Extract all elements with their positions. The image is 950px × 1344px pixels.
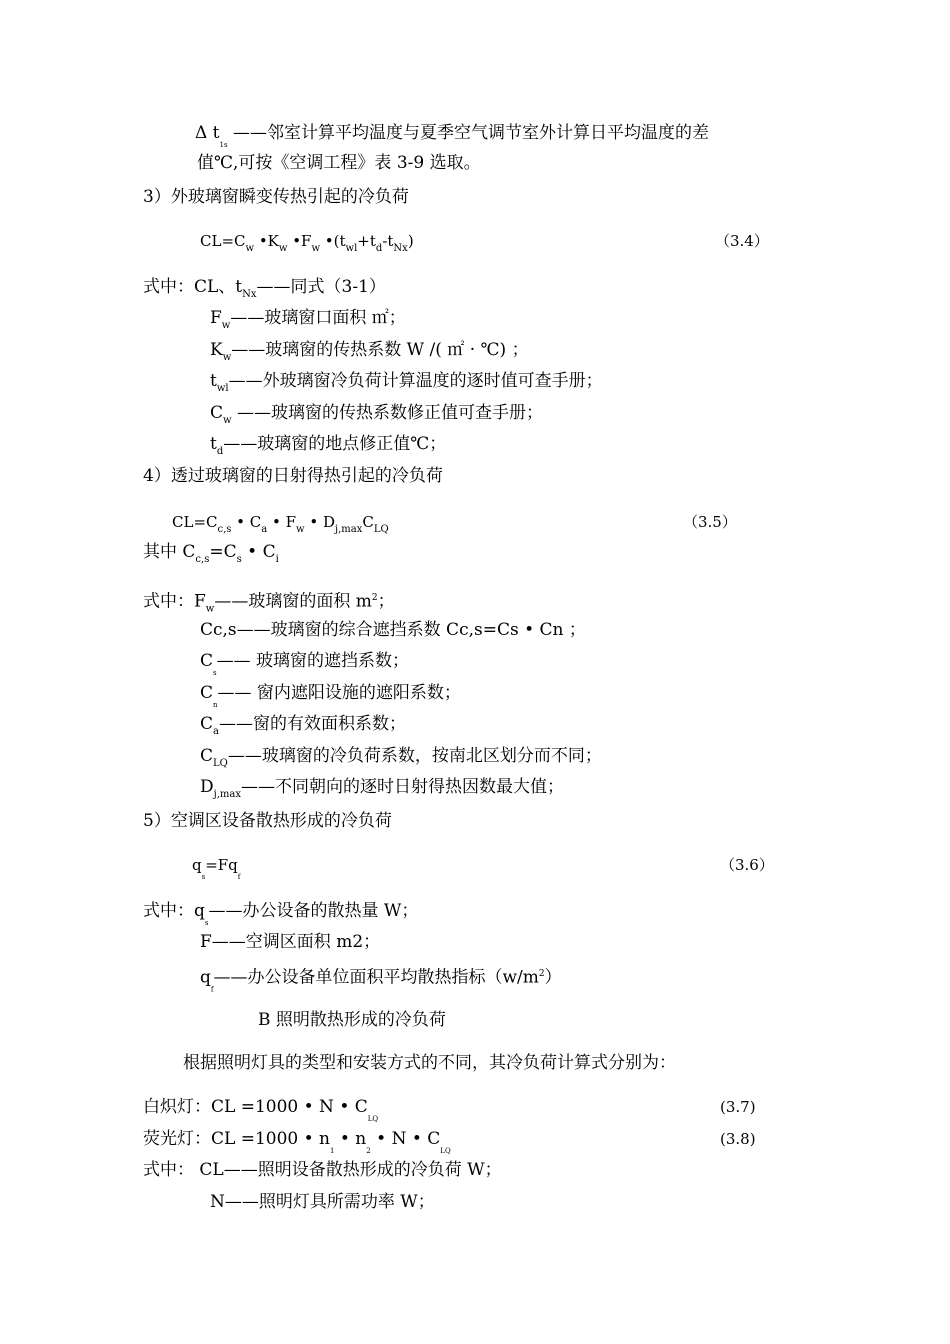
- def-n-power: N——照明灯具所需功率 W；: [210, 1192, 435, 1212]
- formula-3-8: 荧光灯：CL =1000 • $n_1$ • $n_2$ • N • $C_{LQ}$: [143, 1129, 451, 1155]
- where-clause-2: 式中：$F_w——$玻璃窗的面积 $m^2$；: [143, 591, 395, 615]
- def-fw: $F_w——$玻璃窗口面积 ㎡；: [210, 308, 406, 331]
- section-b-heading: B 照明散热形成的冷负荷: [258, 1010, 446, 1030]
- equation-number-3-7: (3.7): [720, 1098, 756, 1116]
- section-3-heading: 3）外玻璃窗瞬变传热引起的冷负荷: [143, 187, 409, 207]
- def-twl: $t_{wl}——$外玻璃窗冷负荷计算温度的逐时值可查手册；: [210, 371, 603, 394]
- where-clause-1: 式中：CL、$t_{Nx}——$同式（3-1）: [143, 277, 386, 300]
- def-clq: $C_{LQ}——$玻璃窗的冷负荷系数，按南北区划分而不同；: [200, 746, 602, 769]
- delta-t-definition-line1: Δ $t_{1s}$ ——邻室计算平均温度与夏季空气调节室外计算日平均温度的差: [195, 123, 709, 149]
- def-qf: $q_f——$办公设备单位面积平均散热指标$(w/m^2)$: [200, 967, 562, 994]
- def-f-area: F——空调区面积 m2；: [200, 932, 381, 952]
- def-ccs: Cc,s——玻璃窗的综合遮挡系数 Cc,s=Cs • Cn ；: [200, 620, 586, 640]
- where-clause-4: 式中： CL——照明设备散热形成的冷负荷 W；: [143, 1160, 502, 1180]
- def-cn: $C_n——$ 窗内遮阳设施的遮阳系数；: [200, 683, 461, 709]
- def-cs: $C_s——$ 玻璃窗的遮挡系数；: [200, 651, 410, 677]
- where-clause-3: 式中：$q_s——$办公设备的散热量 W；: [143, 901, 419, 927]
- lighting-paragraph: 根据照明灯具的类型和安装方式的不同，其冷负荷计算式分别为：: [183, 1053, 676, 1073]
- def-ca: $C_a——$窗的有效面积系数；: [200, 714, 406, 737]
- formula-3-6: $q_s=Fq_f$: [192, 856, 241, 881]
- delta-t-definition-line2: 值℃,可按《空调工程》表 3-9 选取。: [197, 153, 481, 173]
- def-td: $t_d——$玻璃窗的地点修正值℃；: [210, 434, 447, 457]
- equation-number-3-6: （3.6）: [720, 856, 774, 874]
- def-cw: $C_w$ ——玻璃窗的传热系数修正值可查手册；: [210, 403, 543, 426]
- section-5-heading: 5）空调区设备散热形成的冷负荷: [143, 811, 392, 831]
- def-djmax: $D_{j,max}——$不同朝向的逐时日射得热因数最大值；: [200, 777, 565, 800]
- def-kw: $K_w——$玻璃窗的传热系数 W /( ㎡ · ℃) ；: [210, 340, 529, 363]
- formula-3-7: 白炽灯：CL =1000 • N • $C_{LQ}$: [143, 1097, 379, 1123]
- cc-s-definition: 其中 $C_{c,s}=C_s$ • $C_i$: [143, 542, 279, 565]
- equation-number-3-4: （3.4）: [715, 232, 769, 250]
- formula-3-5: $CL=C_{c,s}$ • $C_a$ • $F_w$ • $D_{j,max}C_{LQ}$: [172, 513, 389, 535]
- formula-3-4: $CL=C_w$ $•K_w$ $•F_w$ $•(t_{wl}+t_d-t_{Nx})$: [200, 232, 414, 254]
- section-4-heading: 4）透过玻璃窗的日射得热引起的冷负荷: [143, 466, 443, 486]
- equation-number-3-5: （3.5）: [683, 513, 737, 531]
- equation-number-3-8: (3.8): [720, 1130, 756, 1148]
